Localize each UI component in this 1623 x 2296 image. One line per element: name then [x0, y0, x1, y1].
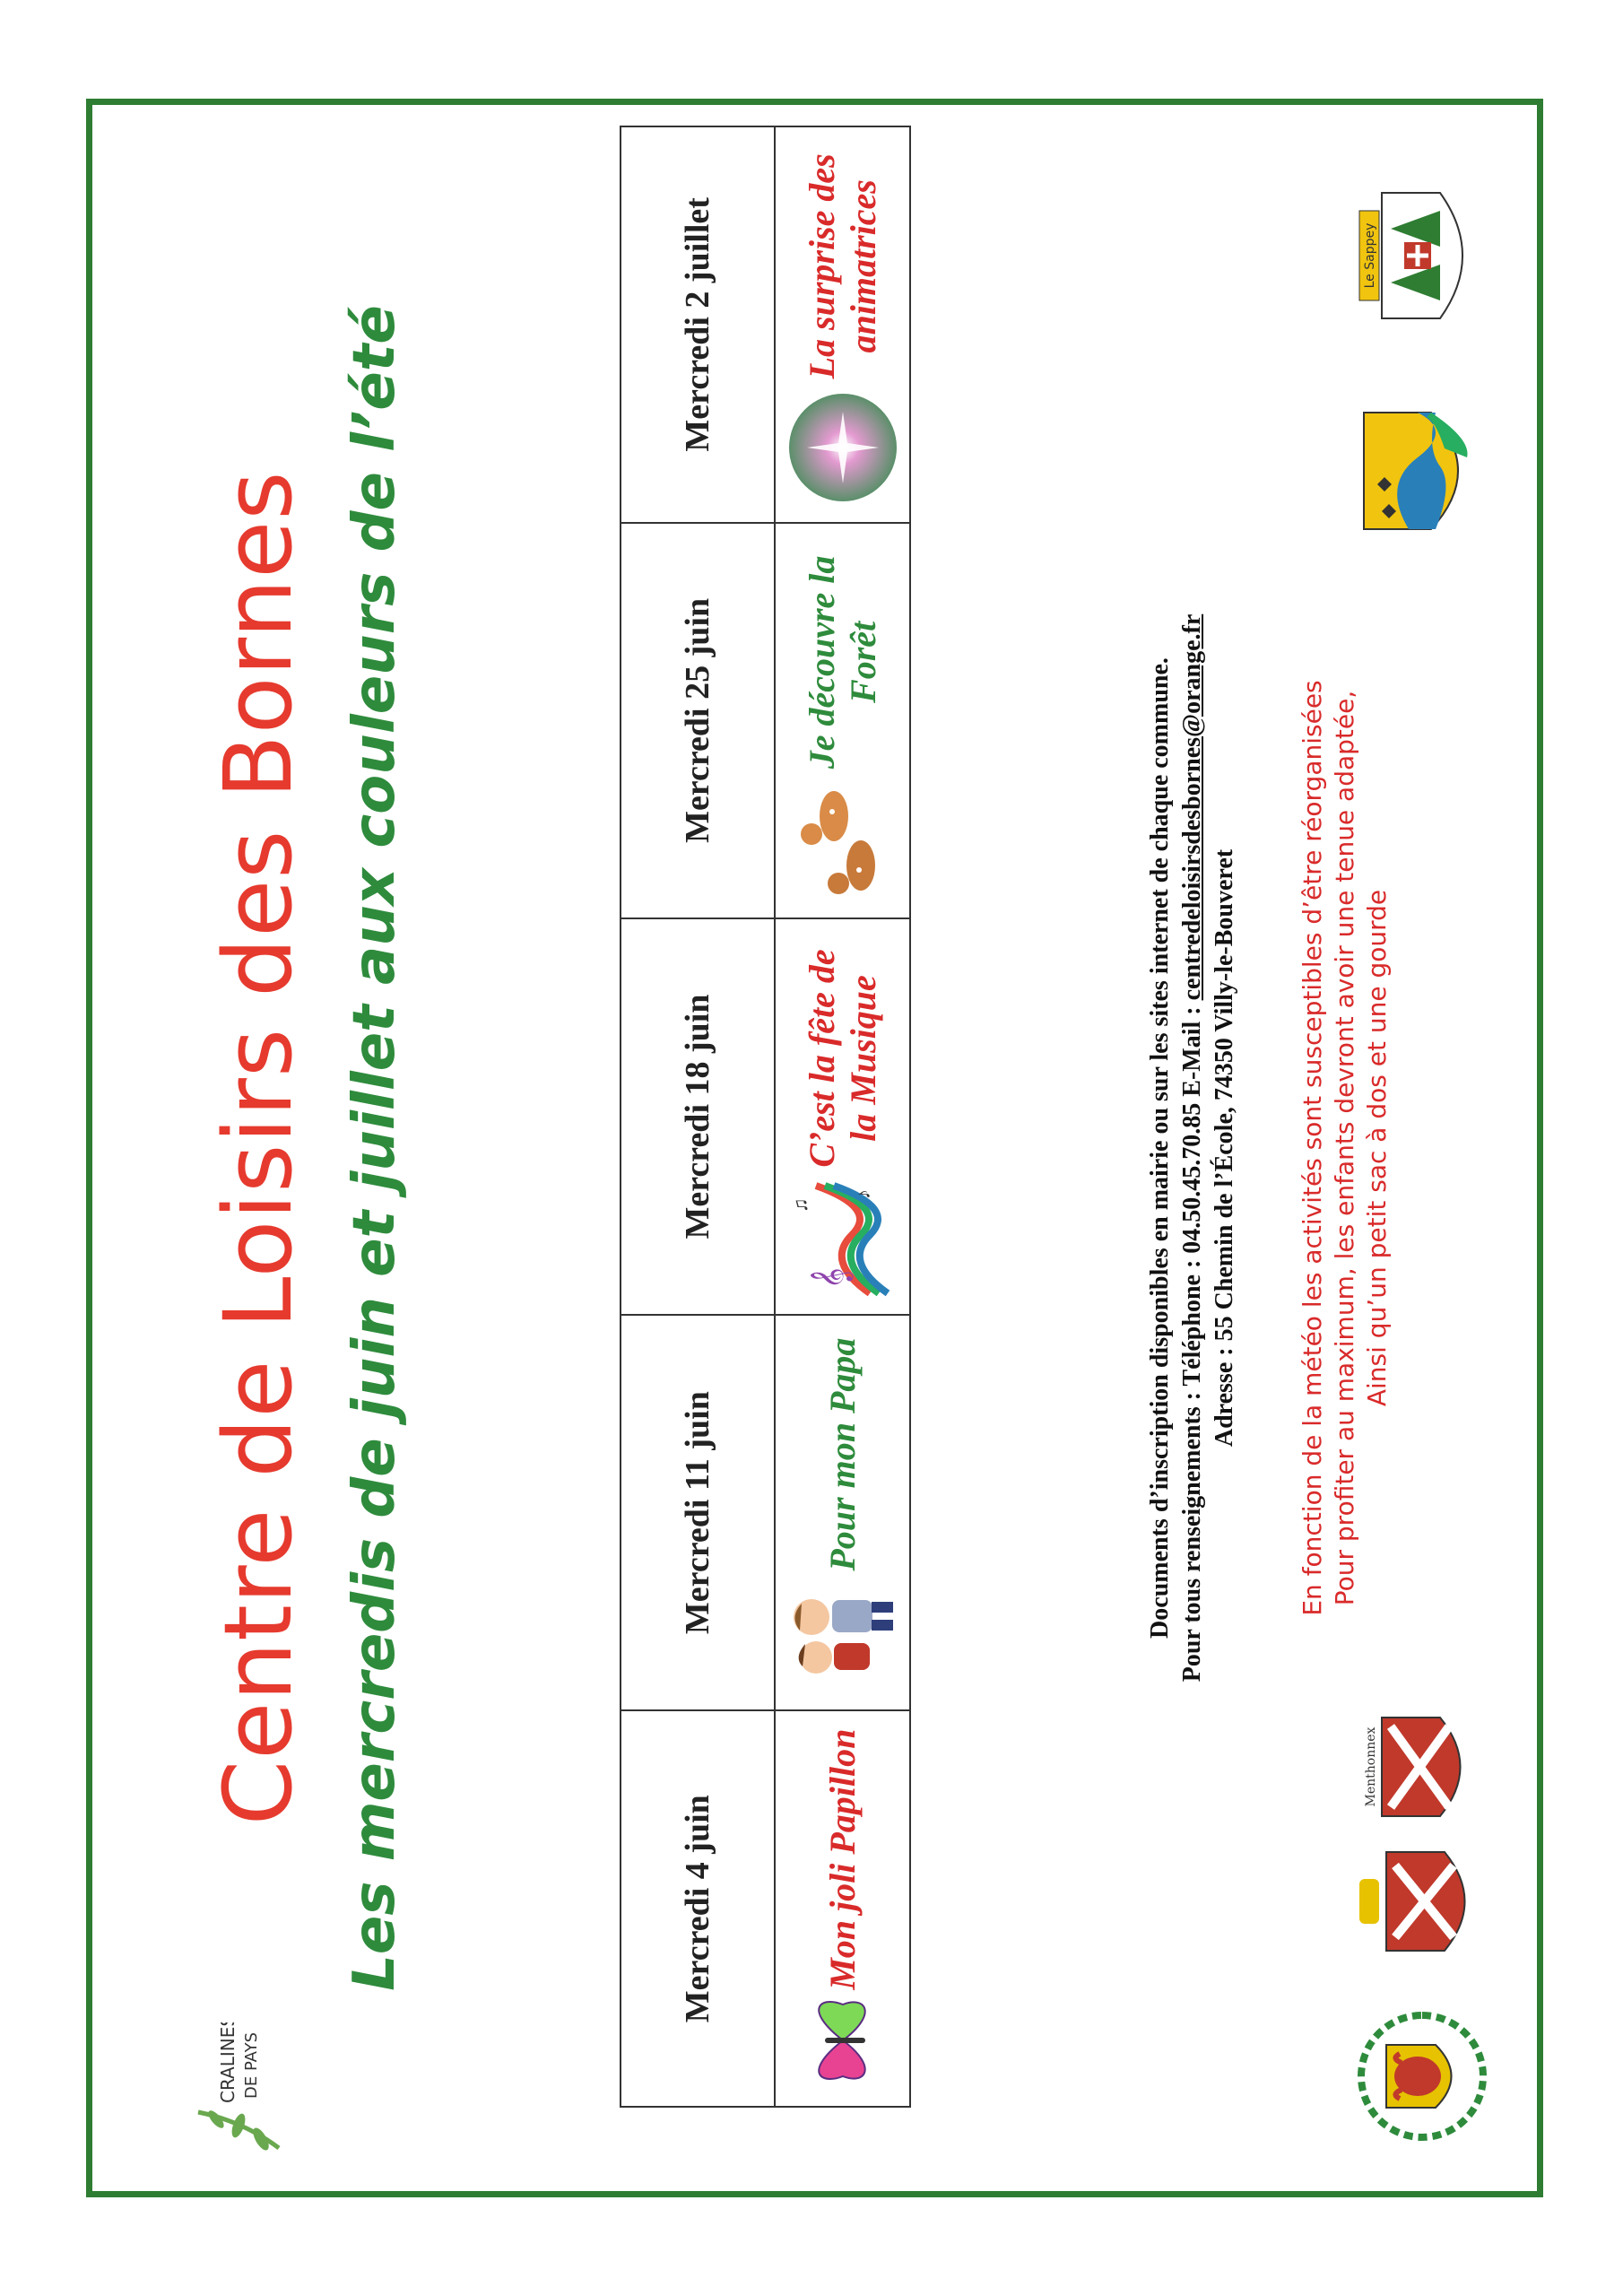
activity-column [621, 918, 909, 1314]
activity-label: La surprise des animatrices [801, 153, 883, 379]
note-line: Ainsi qu’un petit sac à dos et une gourde [1362, 889, 1392, 1407]
butterfly-icon [794, 1991, 892, 2090]
info-line-1: Documents d’inscription disponibles en mairie ou sur les sites internet de chaque commune. [1146, 657, 1174, 1639]
activity-day: Mercredi 4 juin [621, 1711, 776, 2106]
logo-text-2: DE PAYS [242, 2032, 261, 2099]
activity-label: C’est la fête de la Musique [801, 949, 883, 1168]
activities-table [620, 126, 911, 2108]
activity-column [621, 1709, 909, 2106]
father-son-icon [789, 1577, 897, 1693]
logo-text-1: CRALINES [217, 2022, 239, 2103]
info-line-3: Adresse : 55 Chemin de l’École, 74350 Villy-le-Bouveret [1211, 848, 1238, 1448]
info-line-2: Pour tous renseignements : Téléphone : 04.50.45.70.85 E-Mail : [1178, 1000, 1206, 1683]
note-line: En fonction de la météo les activités sont susceptibles d’être réorganisées [1298, 680, 1327, 1616]
activity-day: Mercredi 25 juin [621, 524, 776, 918]
page-title: Centre de Loisirs des Bornes [204, 470, 313, 1826]
crest-cross [1355, 1843, 1494, 1960]
svg-text:♫: ♫ [788, 1197, 812, 1213]
activity-column [621, 522, 909, 918]
crest-le-sappey [1355, 184, 1494, 327]
activity-column [621, 127, 909, 522]
activity-column [621, 1314, 909, 1710]
activity-day: Mercredi 11 juin [621, 1316, 776, 1710]
crest-menthonnex-label: Menthonnex [1364, 1726, 1378, 1807]
activity-day: Mercredi 18 juin [621, 919, 776, 1314]
info-block [1144, 103, 1241, 2193]
activity-label: Je découvre la Forêt [801, 555, 883, 770]
activity-label: Pour mon Papa [821, 1337, 863, 1571]
page-subtitle: Les mercredis de juin et juillet aux couleurs de l’été [342, 305, 408, 1991]
music-notes-icon [789, 1181, 897, 1298]
svg-text:♪: ♪ [851, 1188, 874, 1199]
activity-day: Mercredi 2 juillet [621, 127, 776, 522]
email-link[interactable]: centredeloisirsdesbornes@orange.fr [1178, 613, 1206, 1001]
svg-text:𝄞: 𝄞 [810, 1267, 851, 1289]
deer-icon [789, 785, 897, 901]
sparkle-ball-icon [785, 389, 901, 506]
note-line: Pour profiter au maximum, les enfants devront avoir une tenue adaptée, [1330, 690, 1359, 1606]
crest-wave [1355, 404, 1494, 538]
activity-label: Mon joli Papillon [821, 1728, 863, 1990]
crest-le-sappey-label: Le Sappey [1363, 222, 1377, 289]
crest-bull [1355, 2009, 1494, 2144]
flyer-content [91, 103, 1539, 2193]
crest-menthonnex [1355, 1704, 1494, 1830]
